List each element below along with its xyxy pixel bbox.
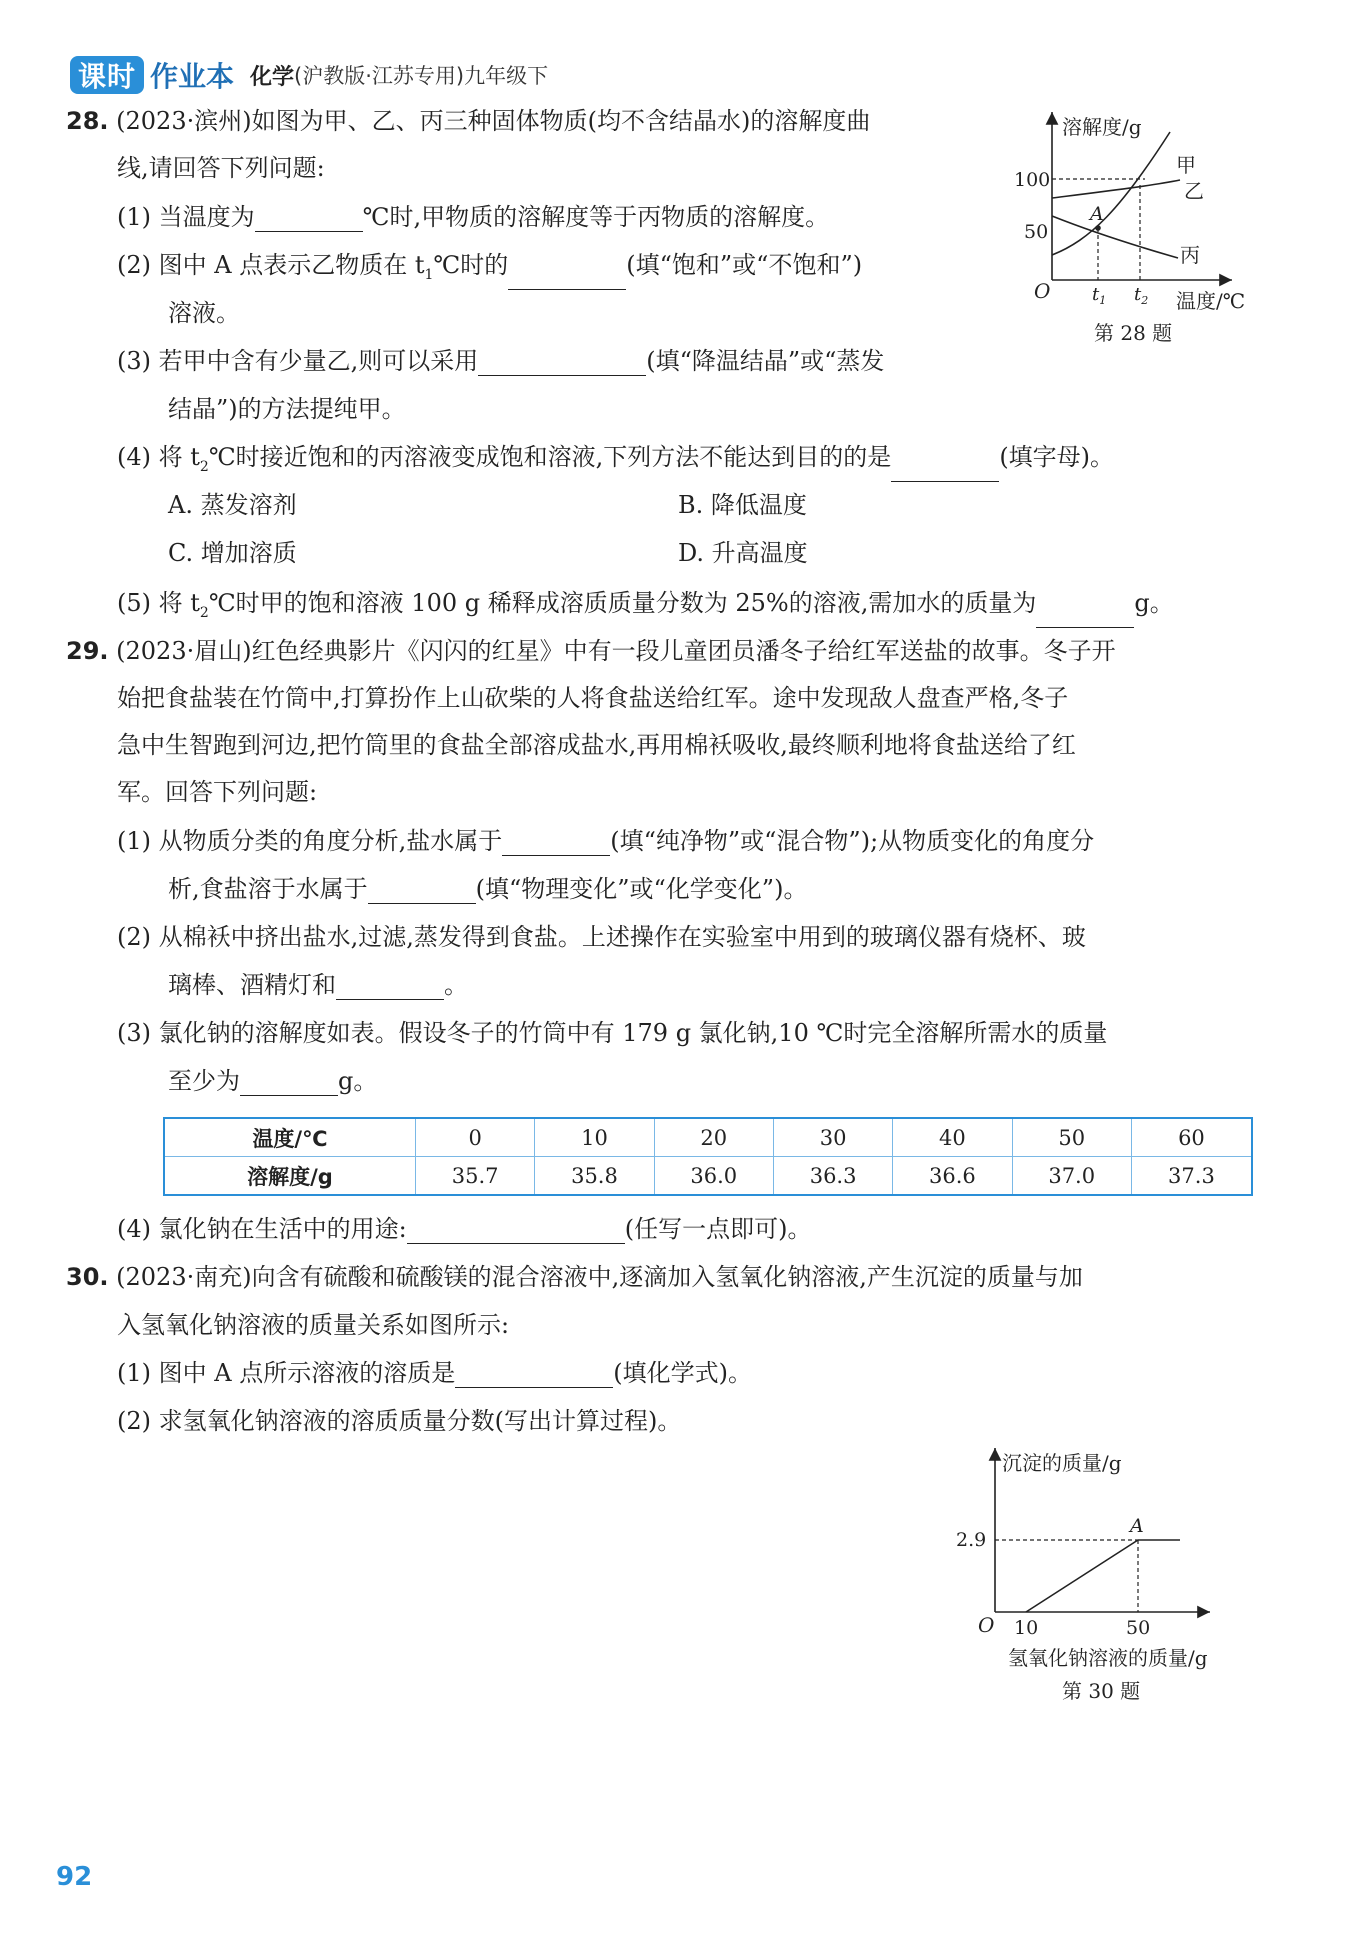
- q28-curve-bing: [1052, 216, 1178, 258]
- q28-p1-text-b: ℃时,甲物质的溶解度等于丙物质的溶解度。: [362, 203, 830, 231]
- q29-p1-text-d: (填“物理变化”或“化学变化”)。: [475, 875, 808, 903]
- q29-part-1: [117, 826, 1094, 856]
- q30-ytick: 2.9: [956, 1529, 987, 1551]
- q28-p5-sub: 2: [199, 604, 209, 621]
- q28-p2-blank[interactable]: [508, 263, 626, 290]
- q28-p2-sub: 1: [424, 266, 434, 283]
- table-cell: 35.7: [416, 1157, 535, 1196]
- q28-p2-text-c: (填“饱和”或“不饱和”): [626, 251, 863, 279]
- q29-p2-blank[interactable]: [336, 973, 444, 1000]
- q28-number: 28.: [66, 107, 109, 135]
- table-cell: 36.0: [654, 1157, 773, 1196]
- table-cell: 37.3: [1131, 1157, 1252, 1196]
- q28-p3-text-c: 结晶”)的方法提纯甲。: [168, 395, 406, 423]
- q28-part-3: [117, 346, 884, 376]
- table-cell: 10: [535, 1118, 654, 1157]
- table-cell: 60: [1131, 1118, 1252, 1157]
- edition-label: (沪教版·江苏专用)九年级下: [294, 64, 549, 88]
- logo-badge: 课时: [70, 56, 144, 94]
- q29-p4-text-a: (4) 氯化钠在生活中的用途:: [117, 1215, 407, 1243]
- q29-p2-text-a: (2) 从棉袄中挤出盐水,过滤,蒸发得到食盐。上述操作在实验室中用到的玻璃仪器有烧杯、玻: [117, 923, 1086, 951]
- q28-p1-blank[interactable]: [255, 205, 363, 232]
- q29-part-2-cont: [168, 970, 468, 1000]
- q30-caption: 第 30 题: [1062, 1679, 1141, 1703]
- q30-origin: O: [978, 1613, 995, 1637]
- table-cell: 0: [416, 1118, 535, 1157]
- q30-rising-line: [1026, 1540, 1138, 1612]
- q28-intro-2: 线,请回答下列问题:: [117, 154, 325, 182]
- logo-text: 作业本: [150, 60, 235, 93]
- q30-y-label: 沉淀的质量/g: [1002, 1451, 1122, 1475]
- q30-xtick-10: 10: [1014, 1617, 1039, 1639]
- q29-p1-blank-1[interactable]: [502, 829, 610, 856]
- q28-caption: 第 28 题: [1094, 321, 1173, 345]
- q29-p4-blank[interactable]: [407, 1217, 625, 1244]
- table-cell: 50: [1012, 1118, 1131, 1157]
- q28-origin: O: [1034, 279, 1051, 303]
- table-cell: 35.8: [535, 1157, 654, 1196]
- q28-point-a: [1095, 225, 1101, 231]
- q28-y-label: 溶解度/g: [1062, 115, 1142, 139]
- table-cell: 40: [893, 1118, 1012, 1157]
- q29-p2-text-b: 璃棒、酒精灯和: [168, 971, 336, 999]
- q30-line-1: [66, 1262, 1083, 1292]
- q28-ytick-50: 50: [1024, 221, 1049, 243]
- q28-xtick-t1: $t_1$: [1092, 284, 1107, 307]
- q28-label-jia: 甲: [1176, 153, 1196, 177]
- q28-label-a: A: [1090, 203, 1104, 225]
- q30-precipitate-figure: [940, 1440, 1270, 1710]
- q30-p1-blank[interactable]: [455, 1361, 613, 1388]
- q28-p5-text-b: ℃时甲的饱和溶液 100 g 稀释成溶质质量分数为 25%的溶液,需加水的质量为: [208, 589, 1037, 617]
- q28-p4-text-c: (填字母)。: [999, 443, 1115, 471]
- q28-p3-text-a: (3) 若甲中含有少量乙,则可以采用: [117, 347, 479, 375]
- q28-option-a: A. 蒸发溶剂: [168, 491, 297, 519]
- q30-number: 30.: [66, 1263, 109, 1291]
- q28-p4-blank[interactable]: [891, 455, 999, 482]
- q28-p2-text-b: ℃时的: [433, 251, 509, 279]
- table-cell: 30: [773, 1118, 892, 1157]
- q29-part-3-cont: [168, 1066, 377, 1096]
- q28-p1-text-a: (1) 当温度为: [117, 203, 255, 231]
- q29-text-2: 始把食盐装在竹筒中,打算扮作上山砍柴的人将食盐送给红军。途中发现敌人盘查严格,冬子: [117, 684, 1069, 712]
- q28-p4-sub: 2: [199, 458, 209, 475]
- q28-p3-blank[interactable]: [478, 349, 646, 376]
- table-cell: 36.6: [893, 1157, 1012, 1196]
- q28-p5-blank[interactable]: [1036, 601, 1134, 628]
- q28-part-4: [117, 442, 1114, 482]
- q28-p2-text-a: (2) 图中 A 点表示乙物质在 t: [117, 251, 425, 279]
- q28-label-bing: 丙: [1180, 243, 1200, 267]
- page-header: [70, 54, 548, 96]
- q30-p1-text-a: (1) 图中 A 点所示溶液的溶质是: [117, 1359, 456, 1387]
- q30-part-1: [117, 1358, 752, 1388]
- q30-label-a: A: [1130, 1515, 1144, 1537]
- table-row-temperature: [164, 1118, 1252, 1157]
- q29-p1-text-b: (填“纯净物”或“混合物”);从物质变化的角度分: [610, 827, 1095, 855]
- table-cell: 36.3: [773, 1157, 892, 1196]
- nacl-solubility-table: [163, 1117, 1253, 1196]
- q28-part-1: [117, 202, 829, 232]
- q30-x-label: 氢氧化钠溶液的质量/g: [1008, 1646, 1208, 1670]
- q28-line-1: [66, 106, 870, 136]
- q29-p1-text-c: 析,食盐溶于水属于: [168, 875, 368, 903]
- q28-curve-yi: [1052, 180, 1180, 198]
- q28-p4-text-b: ℃时接近饱和的丙溶液变成饱和溶液,下列方法不能达到目的的是: [208, 443, 892, 471]
- table-row-solubility: [164, 1157, 1252, 1196]
- q29-p1-text-a: (1) 从物质分类的角度分析,盐水属于: [117, 827, 503, 855]
- table-header-temperature: 温度/℃: [164, 1118, 416, 1157]
- q29-text-4: 军。回答下列问题:: [117, 778, 318, 806]
- q29-part-1-cont: [168, 874, 807, 904]
- q28-p5-text-c: g。: [1134, 589, 1174, 617]
- q29-number: 29.: [66, 637, 109, 665]
- table-cell: 37.0: [1012, 1157, 1131, 1196]
- q29-p3-blank[interactable]: [240, 1069, 338, 1096]
- q28-ytick-100: 100: [1014, 169, 1051, 191]
- q28-p2-text-d: 溶液。: [168, 299, 240, 327]
- table-header-solubility: 溶解度/g: [164, 1157, 416, 1196]
- q29-p3-text-c: g。: [338, 1067, 378, 1095]
- q28-p3-text-b: (填“降温结晶”或“蒸发: [646, 347, 885, 375]
- q29-p3-text-b: 至少为: [168, 1067, 240, 1095]
- q30-text-2: 入氢氧化钠溶液的质量关系如图所示:: [117, 1311, 510, 1339]
- q29-line-1: [66, 636, 1116, 666]
- q30-p1-text-b: (填化学式)。: [613, 1359, 752, 1387]
- table-cell: 20: [654, 1118, 773, 1157]
- q29-text-1: (2023·眉山)红色经典影片《闪闪的红星》中有一段儿童团员潘冬子给红军送盐的故事。冬子开: [116, 637, 1116, 665]
- q29-p4-text-b: (任写一点即可)。: [624, 1215, 812, 1243]
- q28-option-d: D. 升高温度: [678, 539, 808, 567]
- q28-option-c: C. 增加溶质: [168, 539, 297, 567]
- q29-text-3: 急中生智跑到河边,把竹筒里的食盐全部溶成盐水,再用棉袄吸收,最终顺利地将食盐送给了红: [117, 731, 1076, 759]
- q30-xtick-50: 50: [1126, 1617, 1151, 1639]
- q28-p5-text-a: (5) 将 t: [117, 589, 200, 617]
- q28-p4-text-a: (4) 将 t: [117, 443, 200, 471]
- q28-x-label: 温度/℃: [1176, 289, 1246, 313]
- q28-solubility-figure: [1000, 100, 1290, 360]
- q28-part-2: [117, 250, 862, 290]
- q28-label-yi: 乙: [1184, 179, 1204, 203]
- subject-label: 化学: [250, 64, 295, 90]
- q30-p2-text: (2) 求氢氧化钠溶液的溶质质量分数(写出计算过程)。: [117, 1407, 682, 1435]
- q29-p1-blank-2[interactable]: [368, 877, 476, 904]
- q28-part-5: [117, 588, 1174, 628]
- q30-text-1: (2023·南充)向含有硫酸和硫酸镁的混合溶液中,逐滴加入氢氧化钠溶液,产生沉淀的质量与加: [116, 1263, 1083, 1291]
- q29-p2-text-c: 。: [444, 971, 468, 999]
- q28-intro-1: (2023·滨州)如图为甲、乙、丙三种固体物质(均不含结晶水)的溶解度曲: [116, 107, 871, 135]
- q28-xtick-t2: $t_2$: [1134, 284, 1149, 307]
- q28-option-b: B. 降低温度: [678, 491, 807, 519]
- q29-p3-text-a: (3) 氯化钠的溶解度如表。假设冬子的竹筒中有 179 g 氯化钠,10 ℃时完全溶解所需水的质量: [117, 1019, 1108, 1047]
- q29-part-4: [117, 1214, 811, 1244]
- page-number: 92: [56, 1862, 93, 1892]
